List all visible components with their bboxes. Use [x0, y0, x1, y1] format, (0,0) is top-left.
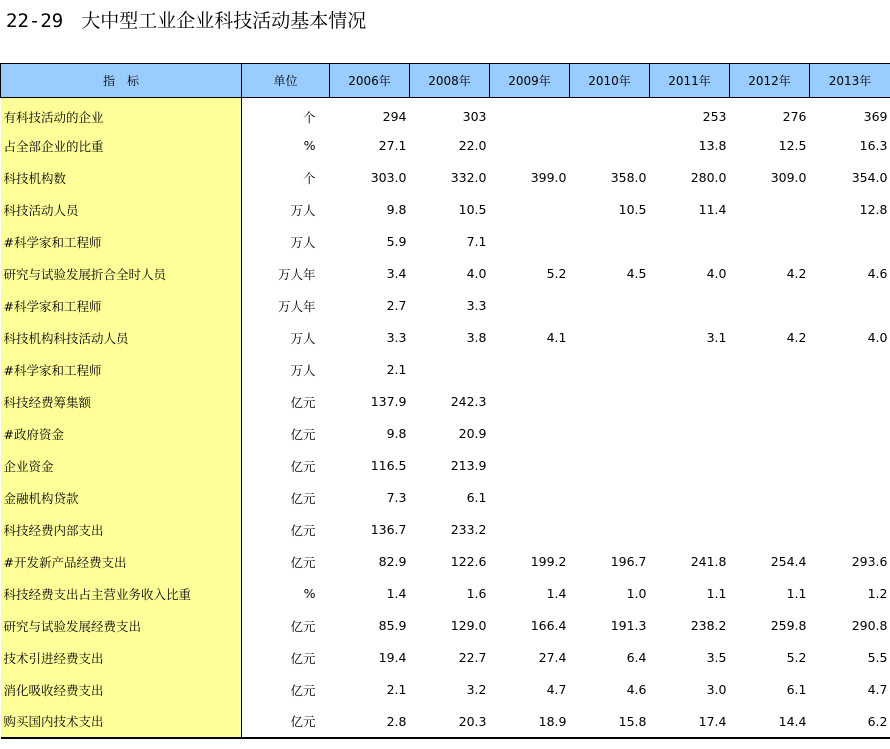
cell-2012: 254.4: [770, 554, 807, 569]
cell-2012: [730, 194, 810, 226]
cell-2006: 3.3: [386, 330, 407, 345]
cell-2008: 7.1: [466, 234, 487, 249]
cell-2008: 129.0: [450, 618, 487, 633]
cell-2012: 309.0: [770, 170, 807, 185]
cell-2009: [490, 226, 570, 258]
cell-2011: 17.4: [650, 706, 730, 738]
cell-2008: 122.6: [450, 554, 487, 569]
table-number: 22-29: [6, 10, 64, 32]
cell-2012: 4.2: [786, 266, 807, 281]
cell-2011: [650, 354, 730, 386]
cell-2012: 276: [782, 109, 807, 125]
cell-unit: 亿元: [290, 650, 316, 666]
table-row: [1, 578, 890, 610]
cell-2012: [730, 354, 810, 386]
cell-indicator: #科学家和工程师: [1, 290, 242, 322]
cell-2006: 9.8: [386, 202, 407, 217]
cell-2013: 4.6: [867, 266, 888, 281]
cell-2009: [490, 450, 570, 482]
cell-2009: 18.9: [490, 706, 570, 738]
cell-unit: %: [303, 138, 316, 153]
cell-2013: [810, 290, 890, 322]
cell-2011: 238.2: [690, 618, 727, 633]
cell-2012: [730, 418, 810, 450]
cell-2008: 10.5: [458, 202, 487, 217]
cell-2008: 22.7: [458, 650, 487, 665]
cell-2006: 303.0: [370, 170, 407, 185]
cell-2012: 12.5: [778, 138, 807, 153]
cell-2006: 2.7: [386, 298, 407, 313]
cell-2009: [490, 98, 570, 130]
cell-2006: 85.9: [378, 618, 407, 633]
cell-2010: 4.5: [626, 266, 647, 281]
table-row: [1, 194, 890, 226]
header-row: [1, 64, 890, 98]
cell-indicator: #科学家和工程师: [1, 226, 242, 258]
cell-2009: 5.2: [546, 266, 567, 281]
table-row: [1, 290, 890, 322]
table-row: [1, 514, 890, 546]
cell-2011: [650, 290, 730, 322]
cell-2006: 9.8: [386, 426, 407, 441]
column-header-2013: 2013年: [810, 64, 890, 98]
cell-2012: 4.2: [786, 330, 807, 345]
cell-2013: 293.6: [851, 554, 888, 569]
table-row: [1, 642, 890, 674]
column-header-indicator: 指 标: [1, 64, 242, 98]
cell-indicator: 科技机构数: [1, 162, 242, 194]
cell-2010: [570, 290, 650, 322]
cell-2008: 4.0: [466, 266, 487, 281]
table-row: [1, 226, 890, 258]
cell-2010: 1.0: [626, 586, 647, 601]
cell-2010: [570, 482, 650, 514]
cell-2013: [810, 514, 890, 546]
cell-2010: 10.5: [618, 202, 647, 217]
cell-2011: 3.5: [706, 650, 727, 665]
cell-2009: 4.1: [546, 330, 567, 345]
cell-indicator: 科技经费筹集额: [1, 386, 242, 418]
cell-indicator: 科技机构科技活动人员: [1, 322, 242, 354]
cell-2009: 27.4: [538, 650, 567, 665]
cell-2011: [650, 386, 730, 418]
cell-2011: [650, 482, 730, 514]
table-row: [1, 450, 890, 482]
cell-2009: 4.7: [546, 682, 567, 697]
cell-2008: 233.2: [450, 522, 487, 537]
cell-2013: 12.8: [859, 202, 888, 217]
cell-indicator: 研究与试验发展经费支出: [1, 610, 242, 642]
cell-indicator: 科技经费支出占主营业务收入比重: [1, 578, 242, 610]
cell-unit: 亿元: [290, 490, 316, 506]
cell-indicator: 购买国内技术支出: [1, 706, 242, 738]
cell-2009: 1.4: [546, 586, 567, 601]
cell-unit: 亿元: [290, 682, 316, 698]
cell-2011: 4.0: [706, 266, 727, 281]
column-header-2011: 2011年: [650, 64, 730, 98]
cell-unit: 亿元: [290, 618, 316, 634]
cell-indicator: 消化吸收经费支出: [1, 674, 242, 706]
cell-2006: 2.1: [386, 362, 407, 377]
cell-2013: 5.5: [867, 650, 888, 665]
table-row: [1, 418, 890, 450]
column-header-2009: 2009年: [490, 64, 570, 98]
cell-2012: [730, 450, 810, 482]
cell-2009: [490, 130, 570, 162]
cell-2010: 4.6: [626, 682, 647, 697]
table-row: [1, 258, 890, 290]
cell-2009: [490, 514, 570, 546]
cell-unit: 亿元: [242, 706, 330, 738]
cell-2013: 369: [863, 109, 888, 125]
cell-2013: [810, 354, 890, 386]
cell-2013: [810, 450, 890, 482]
cell-unit: 个: [302, 109, 316, 125]
table-row: [1, 546, 890, 578]
cell-2010: [570, 98, 650, 130]
table-row: [1, 130, 890, 162]
cell-2011: [650, 418, 730, 450]
cell-2006: 2.8: [330, 706, 410, 738]
cell-unit: 亿元: [290, 458, 316, 474]
cell-2008: 303: [462, 109, 487, 125]
cell-2008: 22.0: [458, 138, 487, 153]
cell-2008: 1.6: [466, 586, 487, 601]
cell-2010: 191.3: [610, 618, 647, 633]
cell-2006: 116.5: [370, 458, 407, 473]
cell-2012: 6.1: [786, 682, 807, 697]
cell-indicator: 有科技活动的企业: [1, 98, 242, 130]
cell-2013: 290.8: [851, 618, 888, 633]
cell-2013: 1.2: [867, 586, 888, 601]
cell-2011: 3.0: [706, 682, 727, 697]
cell-2011: 280.0: [690, 170, 727, 185]
cell-2006: 5.9: [386, 234, 407, 249]
cell-indicator: #科学家和工程师: [1, 354, 242, 386]
cell-2012: 1.1: [786, 586, 807, 601]
cell-2006: 136.7: [370, 522, 407, 537]
cell-2011: 3.1: [706, 330, 727, 345]
table-row: [1, 386, 890, 418]
cell-2010: 196.7: [610, 554, 647, 569]
cell-2006: 137.9: [370, 394, 407, 409]
cell-2006: 19.4: [378, 650, 407, 665]
cell-indicator: 企业资金: [1, 450, 242, 482]
cell-indicator: 占全部企业的比重: [1, 130, 242, 162]
cell-2008: [410, 354, 490, 386]
column-header-2008: 2008年: [410, 64, 490, 98]
cell-unit: 个: [302, 170, 316, 186]
column-header-unit: 单位: [242, 64, 330, 98]
cell-2008: 3.8: [466, 330, 487, 345]
cell-2006: 3.4: [386, 266, 407, 281]
cell-2011: 11.4: [698, 202, 727, 217]
cell-2006: 27.1: [378, 138, 407, 153]
cell-indicator: #政府资金: [1, 418, 242, 450]
cell-2013: 6.2: [810, 706, 890, 738]
cell-2008: 3.2: [466, 682, 487, 697]
cell-2009: [490, 386, 570, 418]
cell-2012: 14.4: [730, 706, 810, 738]
cell-2009: [490, 194, 570, 226]
cell-2006: 82.9: [378, 554, 407, 569]
cell-unit: 亿元: [290, 426, 316, 442]
cell-2008: 242.3: [450, 394, 487, 409]
cell-2009: [490, 418, 570, 450]
cell-2013: 354.0: [851, 170, 888, 185]
cell-2013: [810, 386, 890, 418]
cell-2012: 259.8: [770, 618, 807, 633]
cell-2010: 358.0: [610, 170, 647, 185]
column-header-2006: 2006年: [330, 64, 410, 98]
cell-unit: 亿元: [290, 522, 316, 538]
table-row: [1, 354, 890, 386]
cell-2011: 13.8: [698, 138, 727, 153]
table-row: [1, 162, 890, 194]
cell-2010: 6.4: [626, 650, 647, 665]
cell-unit: 万人年: [277, 298, 316, 314]
cell-2012: [730, 290, 810, 322]
table-title: 大中型工业企业科技活动基本情况: [81, 10, 367, 32]
cell-indicator: 科技活动人员: [1, 194, 242, 226]
cell-2012: [730, 514, 810, 546]
cell-2010: [570, 322, 650, 354]
cell-2009: 166.4: [530, 618, 567, 633]
table-row: [1, 98, 890, 130]
cell-unit: 亿元: [290, 554, 316, 570]
cell-2011: [650, 450, 730, 482]
cell-2009: [490, 482, 570, 514]
cell-unit: 万人年: [277, 266, 316, 282]
cell-2013: [810, 226, 890, 258]
cell-2010: 15.8: [570, 706, 650, 738]
cell-unit: 亿元: [290, 394, 316, 410]
cell-2006: 2.1: [386, 682, 407, 697]
cell-2013: [810, 418, 890, 450]
cell-2010: [570, 386, 650, 418]
cell-2008: 6.1: [466, 490, 487, 505]
cell-2008: 20.3: [410, 706, 490, 738]
table-row: [1, 674, 890, 706]
cell-2012: 5.2: [786, 650, 807, 665]
cell-unit: 万人: [290, 202, 316, 218]
cell-2009: 399.0: [530, 170, 567, 185]
cell-unit: 万人: [290, 234, 316, 250]
table-row: [1, 322, 890, 354]
cell-2010: [570, 354, 650, 386]
page-title: [6, 6, 366, 33]
cell-2011: [650, 514, 730, 546]
cell-2010: [570, 130, 650, 162]
column-header-2010: 2010年: [570, 64, 650, 98]
cell-2012: [730, 386, 810, 418]
cell-2009: 199.2: [530, 554, 567, 569]
cell-2013: [810, 482, 890, 514]
cell-2008: 213.9: [450, 458, 487, 473]
cell-2010: [570, 418, 650, 450]
cell-2011: 241.8: [690, 554, 727, 569]
table-row: [1, 706, 890, 738]
cell-2012: [730, 482, 810, 514]
cell-2009: [490, 290, 570, 322]
cell-indicator: 研究与试验发展折合全时人员: [1, 258, 242, 290]
cell-2008: 20.9: [458, 426, 487, 441]
cell-2008: 3.3: [466, 298, 487, 313]
cell-indicator: 科技经费内部支出: [1, 514, 242, 546]
cell-2010: [570, 514, 650, 546]
cell-2012: [730, 226, 810, 258]
cell-2011: 1.1: [706, 586, 727, 601]
column-header-2012: 2012年: [730, 64, 810, 98]
cell-2010: [570, 450, 650, 482]
cell-2008: 332.0: [450, 170, 487, 185]
cell-unit: 万人: [290, 362, 316, 378]
cell-2006: 294: [382, 109, 407, 125]
table-row: [1, 610, 890, 642]
cell-indicator: 金融机构贷款: [1, 482, 242, 514]
cell-2011: 253: [702, 109, 727, 125]
cell-indicator: #开发新产品经费支出: [1, 546, 242, 578]
cell-unit: 万人: [290, 330, 316, 346]
cell-2013: 4.7: [867, 682, 888, 697]
cell-2011: [650, 226, 730, 258]
cell-indicator: 技术引进经费支出: [1, 642, 242, 674]
cell-unit: %: [303, 586, 316, 601]
data-table: [0, 63, 890, 739]
cell-2006: 7.3: [386, 490, 407, 505]
cell-2010: [570, 226, 650, 258]
cell-2013: 16.3: [859, 138, 888, 153]
table-row: [1, 482, 890, 514]
cell-2009: [490, 354, 570, 386]
cell-2013: 4.0: [867, 330, 888, 345]
cell-2006: 1.4: [386, 586, 407, 601]
